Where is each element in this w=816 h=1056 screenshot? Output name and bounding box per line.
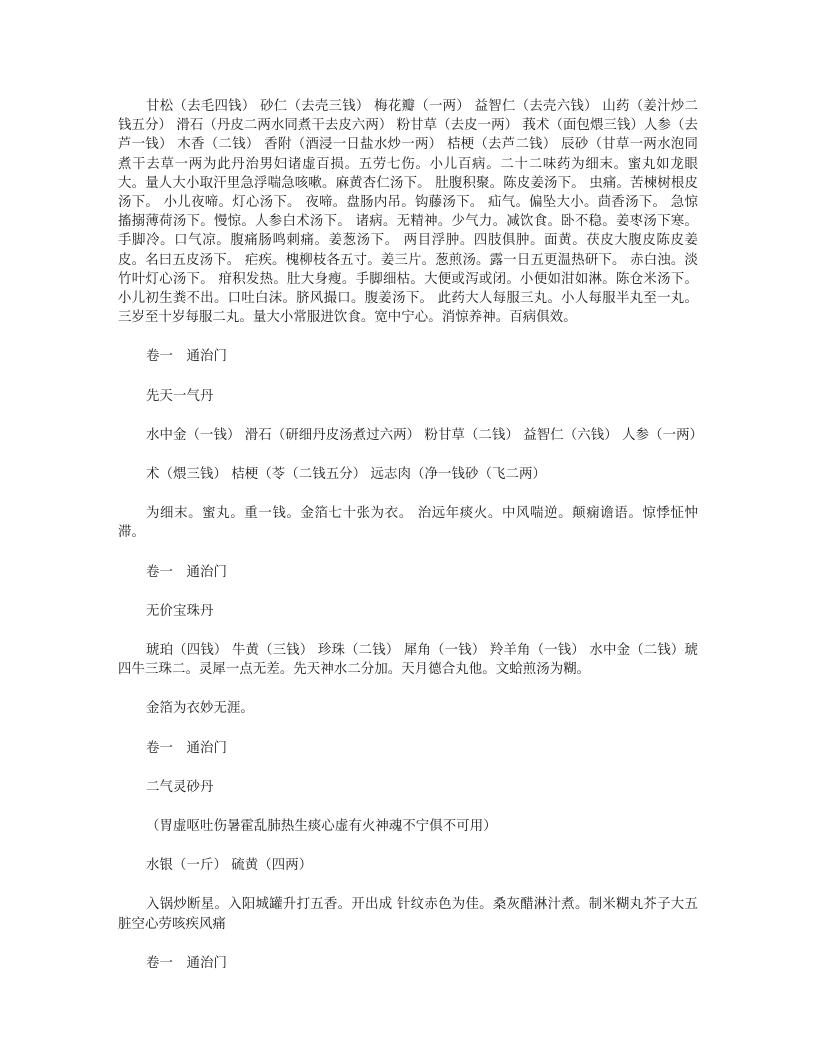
section-heading: 卷一 通治门	[146, 349, 227, 365]
section-heading: 卷一 通治门	[146, 955, 227, 971]
formula-title: 无价宝珠丹	[146, 603, 214, 619]
ingredients-paragraph: 术（煨三钱） 桔梗（苓（二钱五分） 远志肉（净一钱砂（飞二两）	[146, 467, 546, 483]
formula-text-paragraph: 甘松（去毛四钱） 砂仁（去壳三钱） 梅花瓣（一两） 益智仁（去壳六钱） 山药（姜汁炒二钱五分） 滑石（丹皮二两水同煮干去皮六两） 粉甘草（去皮一两） 莪术（面包煨三钱）人参（去芦一钱） 木香（二钱） 香附（酒浸一日盐水炒一两） 桔梗（去芦二钱） 辰砂（甘草一两水泡同煮干去草一两为此丹治男妇诸虚百损。五劳七伤。小儿百病。二十二味药为细末。蜜丸如龙眼大。量人大小取汗里急浮喘急咳嗽。麻黄杏仁汤下。 肚腹积聚。陈皮姜汤下。 虫痛。苦楝树根皮汤下。 小儿夜啼。灯心汤下。 夜啼。盘肠内吊。钩藤汤下。 疝气。偏坠大小。茴香汤下。 急惊搐搦薄荷汤下。慢惊。人参白术汤下。 诸病。无精神。少气力。减饮食。卧不稳。姜枣汤下寒。手脚冷。口气凉。腹痛肠鸣刺痛。姜葱汤下。 两目浮肿。四肢俱肿。面黄。茯皮大腹皮陈皮姜皮。名曰五皮汤下。 疟疾。槐柳枝各五寸。姜三片。葱煎汤。露一日五更温热研下。 赤白浊。淡竹叶灯心汤下。 疳积发热。肚大身瘦。手脚细枯。大便或泻或闭。小便如泔如淋。陈仓米汤下。 小儿初生粪不出。口吐白沫。脐风撮口。腹姜汤下。 此药大人每服三丸。小人每服半丸至一丸。三岁至十岁每服二丸。量大小常服进饮食。宽中宁心。消惊养神。百病俱效。	[118, 99, 698, 326]
instructions-paragraph: 入锅炒断星。入阳城罐升打五香。开出成 针纹赤色为佳。桑灰醋淋汁煮。制米糊丸芥子大五脏空心劳咳疾风痛	[118, 897, 698, 932]
contraindication-note: （胃虚呕吐伤暑霍乱肺热生痰心虚有火神魂不宁俱不可用）	[146, 819, 497, 835]
section-heading: 卷一 通治门	[146, 740, 227, 756]
section-heading: 卷一 通治门	[146, 564, 227, 580]
ingredients-paragraph: 水银（一斤） 硫黄（四两）	[146, 858, 313, 874]
document-page	[118, 97, 704, 973]
instructions-paragraph: 为细末。蜜丸。重一钱。金箔七十张为衣。 治远年痰火。中风喘逆。颠痫谵语。惊悸怔忡滞。	[118, 506, 698, 541]
ingredients-paragraph: 琥珀（四钱） 牛黄（三钱） 珍珠（二钱） 犀角（一钱） 羚羊角（一钱） 水中金（二钱）琥四牛三珠二。灵犀一点无差。先天神水二分加。天月德合丸他。文蛤煎汤为糊。	[118, 643, 698, 678]
ingredients-paragraph: 水中金（一钱） 滑石（研细丹皮汤煮过六两） 粉甘草（二钱） 益智仁（六钱） 人参（一两）	[146, 427, 704, 443]
instructions-paragraph: 金箔为衣妙无涯。	[146, 701, 254, 717]
formula-title: 先天一气丹	[146, 388, 214, 404]
formula-title: 二气灵砂丹	[146, 779, 214, 795]
